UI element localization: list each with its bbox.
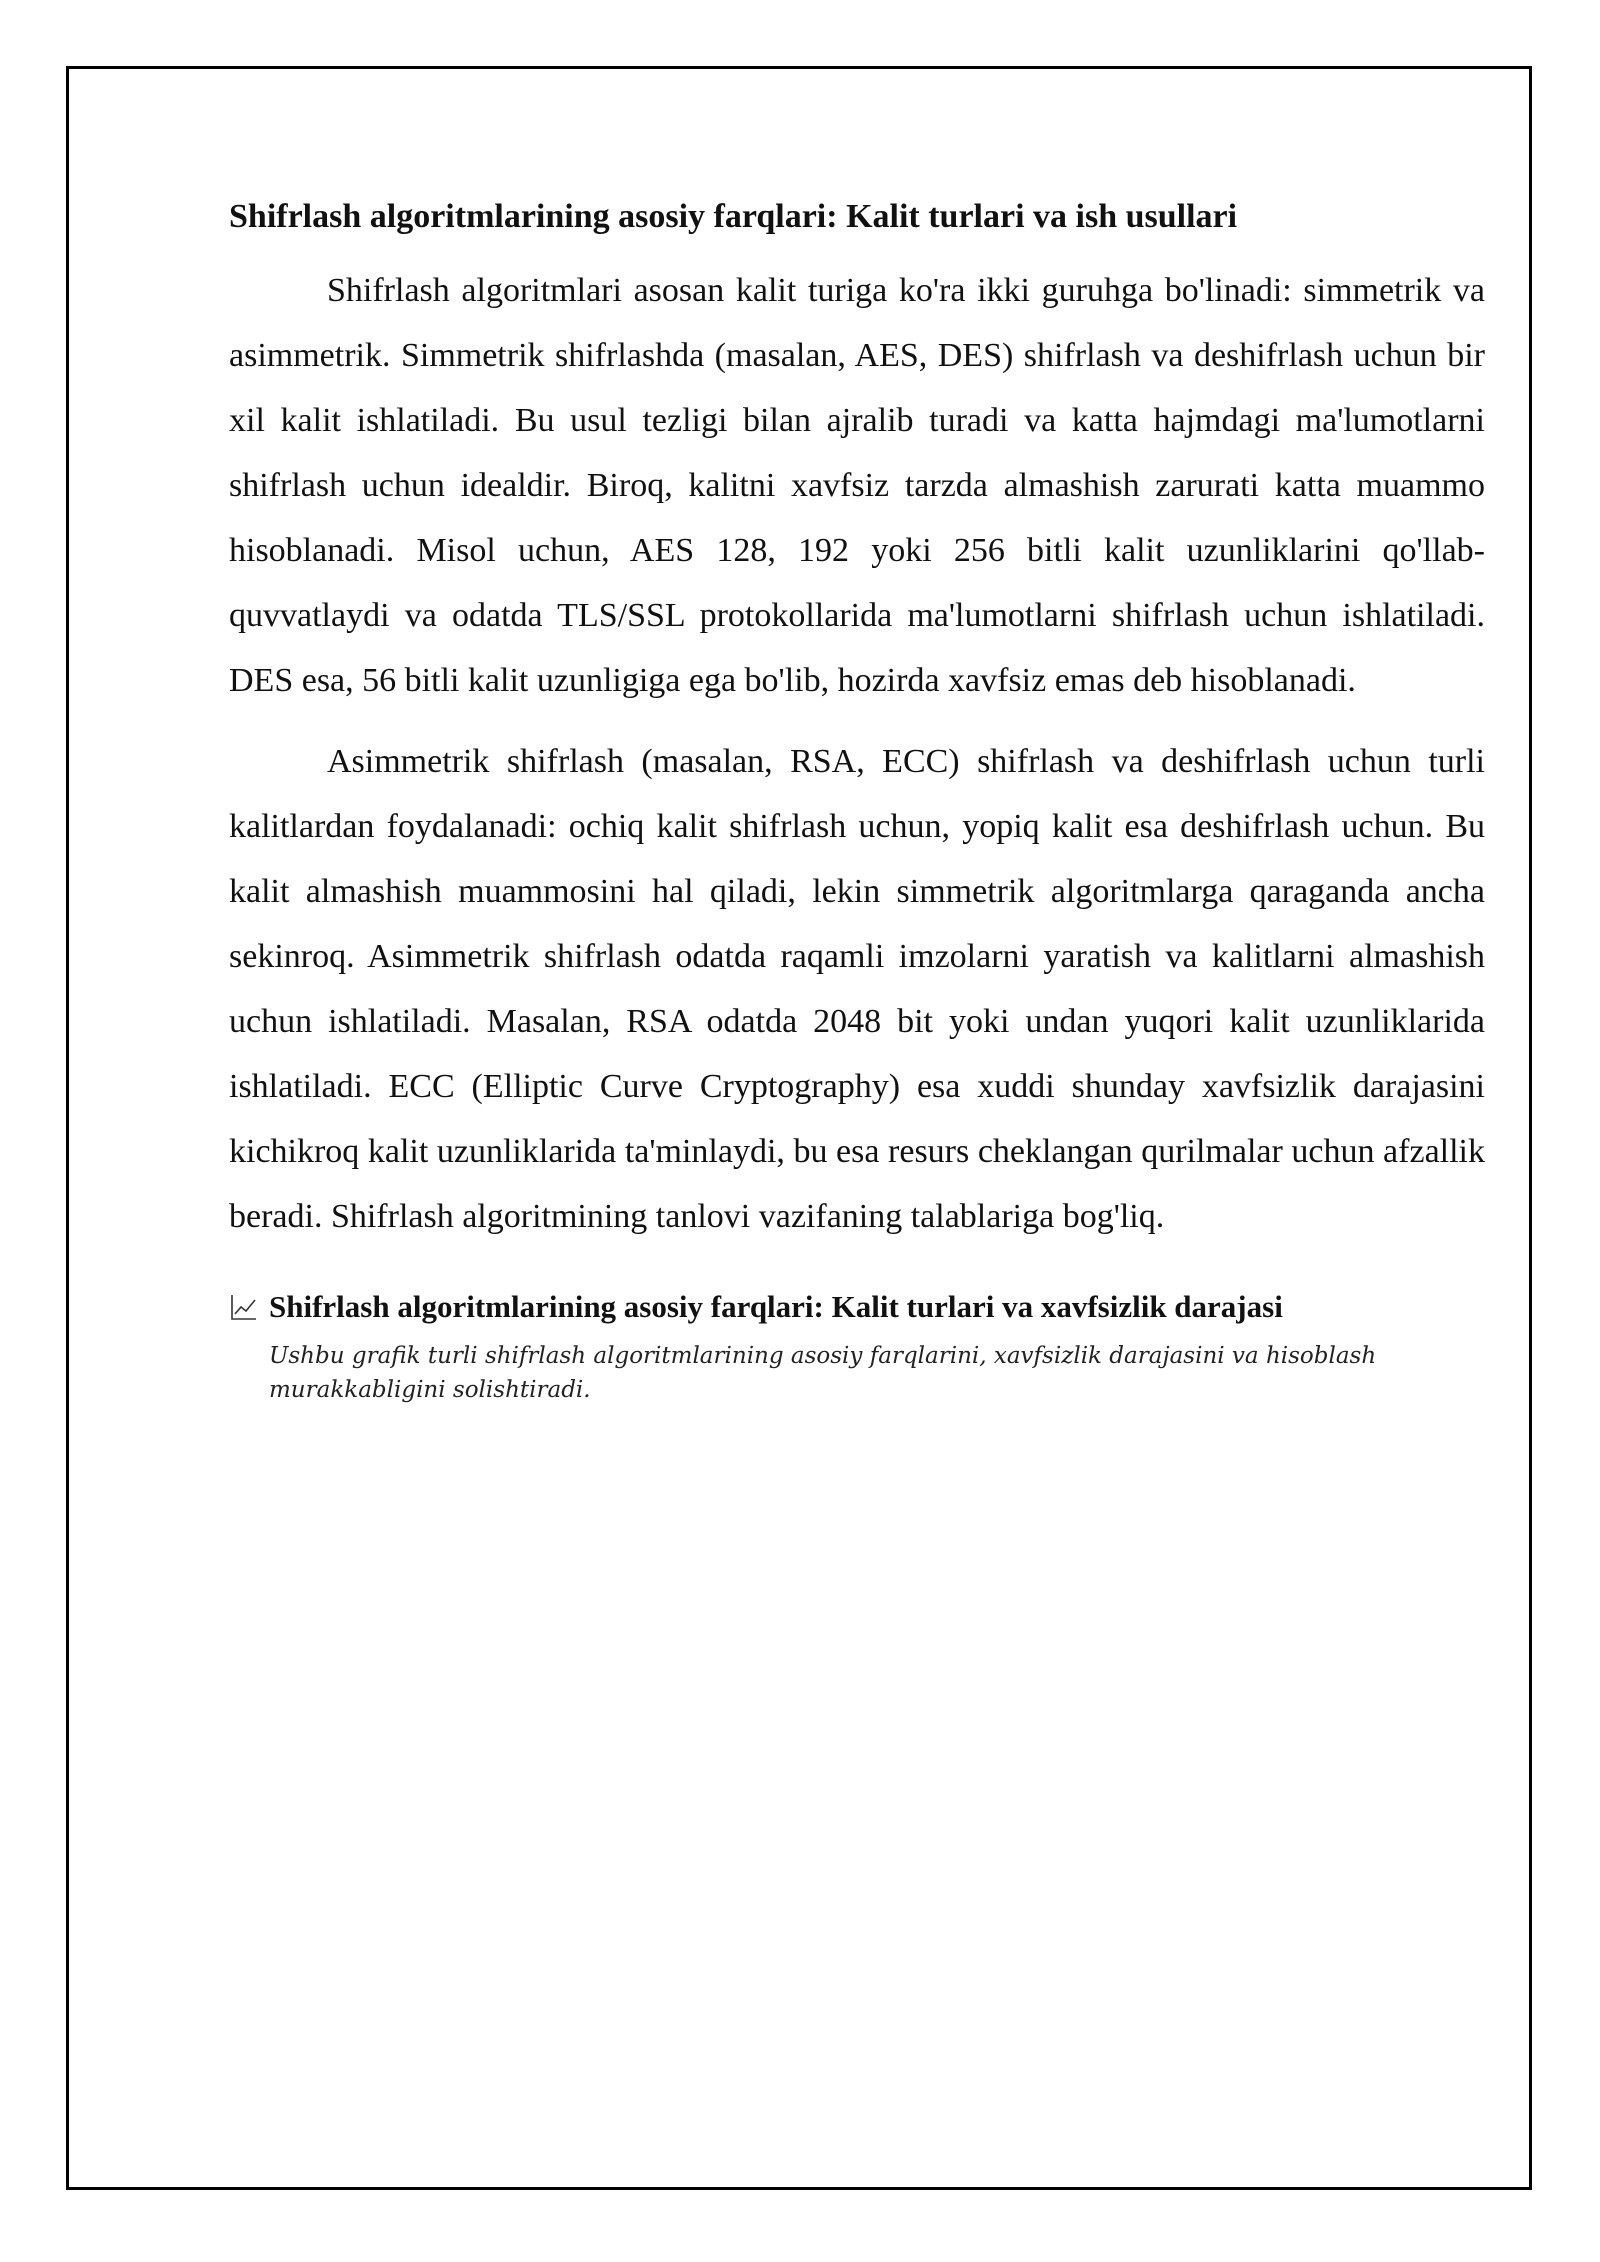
document-body: [229, 196, 1485, 1407]
chart-line-icon: [229, 1292, 259, 1322]
chart-caption: Ushbu grafik turli shifrlash algoritmlarining asosiy farqlarini, xavfsizlik darajasini va hisoblash murakkabligini solishtiradi.: [269, 1343, 1377, 1403]
chart-title: Shifrlash algoritmlarining asosiy farqlari: Kalit turlari va xavfsizlik darajasi: [269, 1289, 1283, 1324]
paragraph-symmetric: Shifrlash algoritmlari asosan kalit turiga ko'ra ikki guruhga bo'linadi: simmetrik va asimmetrik. Simmetrik shifrlashda (masalan, AES, DES) shifrlash va deshifrlash uchun bir xil kalit ishlatiladi. Bu usul tezligi bilan ajralib turadi va katta hajmdagi ma'lumotlarni shifrlash uchun idealdir. Biroq, kalitni xavfsiz tarzda almashish zarurati katta muammo hisoblanadi. Misol uchun, AES 128, 192 yoki 256 bitli kalit uzunliklarini qo'llab-quvvatlaydi va odatda TLS/SSL protokollarida ma'lumotlarni shifrlash uchun ishlatiladi. DES esa, 56 bitli kalit uzunligiga ega bo'lib, hozirda xavfsiz emas deb hisoblanadi.: [229, 272, 1485, 699]
section-heading: Shifrlash algoritmlarining asosiy farqlari: Kalit turlari va ish usullari: [229, 198, 1238, 235]
chart-title-row: [229, 1287, 1485, 1327]
paragraph-asymmetric: Asimmetrik shifrlash (masalan, RSA, ECC) shifrlash va deshifrlash uchun turli kalitlardan foydalanadi: ochiq kalit shifrlash uchun, yopiq kalit esa deshifrlash uchun. Bu kalit almashish muammosini hal qiladi, lekin simmetrik algoritmlarga qaraganda ancha sekinroq. Asimmetrik shifrlash odatda raqamli imzolarni yaratish va kalitlarni almashish uchun ishlatiladi. Masalan, RSA odatda 2048 bit yoki undan yuqori kalit uzunliklarida ishlatiladi. ECC (Elliptic Curve Cryptography) esa xuddi shunday xavfsizlik darajasini kichikroq kalit uzunliklarida ta'minlaydi, bu esa resurs cheklangan qurilmalar uchun afzallik beradi. Shifrlash algoritmining tanlovi vazifaning talablariga bog'liq.: [229, 743, 1485, 1235]
